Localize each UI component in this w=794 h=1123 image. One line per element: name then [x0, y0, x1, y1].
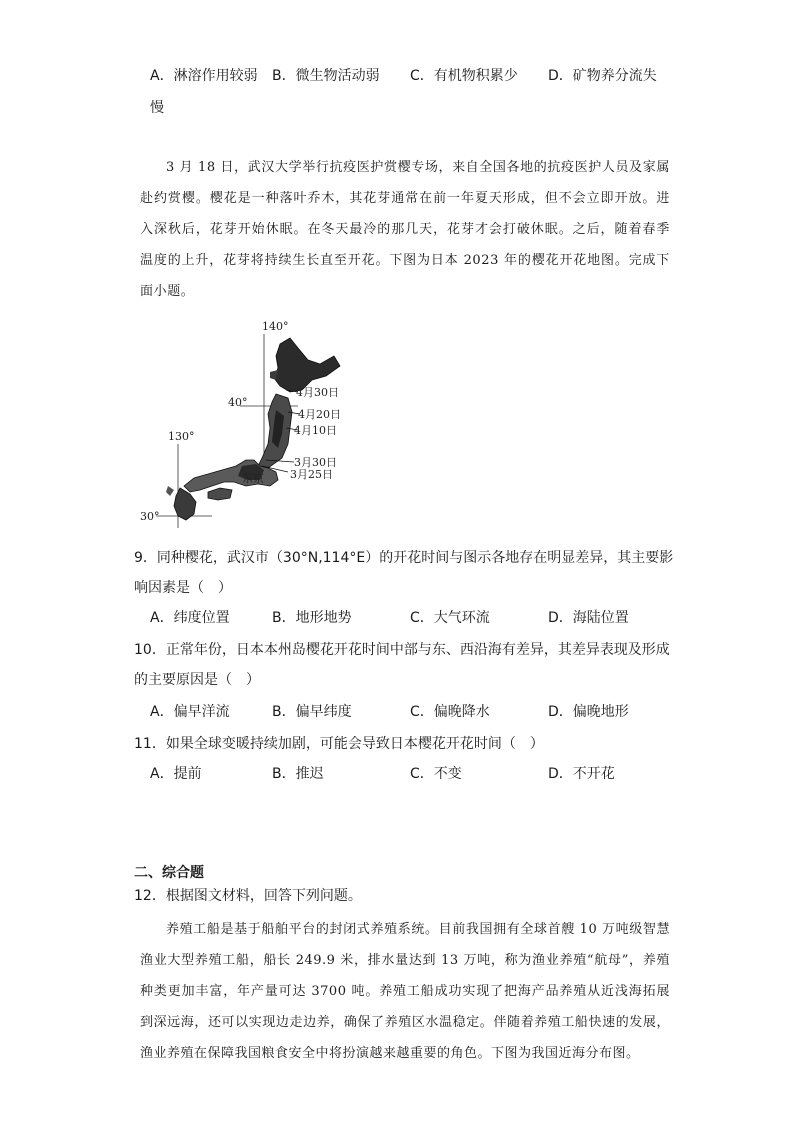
option-b: B．微生物活动弱 — [272, 68, 380, 84]
option-d: D．矿物养分流失 — [548, 68, 657, 84]
islet-west — [166, 486, 174, 496]
q11-option-b: B．推迟 — [272, 766, 324, 782]
shikoku-shape — [208, 488, 232, 500]
label-lat40: 40° — [228, 396, 248, 409]
q11-option-a: A．提前 — [150, 766, 202, 782]
passage-text: 养殖工船是基于船舶平台的封闭式养殖系统。目前我国拥有全球首艘 10 万吨级智慧渔业大型养殖工船，船长 249.9 米，排水量达到 13 万吨，称为渔业养殖“航母”，养殖种类更加丰富，年产量可达 3700 吨。养殖工船成功实现了把海产品养殖从近浅海拓展到深远海，还可以实现边走边养，确保了养殖区水温稳定。伴随着养殖工船快速的发展，渔业养殖在保障我国粮食安全中将扮演越来越重要的角色。下图为我国近海分布图。 — [140, 922, 670, 1061]
option-c: C．有机物积累少 — [410, 68, 518, 84]
date-label: 4月30日 — [296, 386, 339, 399]
date-label: 3月25日 — [290, 468, 333, 481]
japan-cherry-map — [138, 320, 378, 530]
q9-option-a: A．纬度位置 — [150, 610, 230, 626]
q9-option-b: B．地形地势 — [272, 610, 352, 626]
kyushu-shape — [174, 488, 196, 520]
option-d-wrap: 慢 — [150, 100, 164, 116]
label-lon130: 130° — [168, 430, 195, 443]
q10-option-a: A．偏早洋流 — [150, 704, 230, 720]
question-10-stem-wrap: 的主要原因是（ ） — [134, 672, 260, 688]
passage-cherry-blossom — [140, 152, 670, 307]
date-label: 4月10日 — [294, 424, 337, 437]
question-10-stem: 10．正常年份，日本本州岛樱花开花时间中部与东、西沿海有差异，其差异表现及形成 — [134, 642, 670, 658]
question-12-stem: 12．根据图文材料，回答下列问题。 — [134, 888, 362, 904]
label-tokyo: 东京 — [242, 472, 264, 485]
option-a: A．淋溶作用较弱 — [150, 68, 258, 84]
section-heading: 二、综合题 — [134, 865, 204, 881]
q11-option-d: D．不开花 — [548, 766, 615, 782]
question-9-stem: 9．同种樱花，武汉市（30°N,114°E）的开花时间与图示各地存在明显差异，其主要影 — [134, 550, 674, 566]
q11-option-c: C．不变 — [410, 766, 462, 782]
question-11-stem: 11．如果全球变暖持续加剧，可能会导致日本樱花开花时间（ ） — [134, 736, 544, 752]
passage-text: 3 月 18 日，武汉大学举行抗疫医护赏樱专场，来自全国各地的抗疫医护人员及家属赴约赏樱。樱花是一种落叶乔木，其花芽通常在前一年夏天形成，但不会立即开放。进入深秋后，花芽开始休眠。在冬天最冷的那几天，花芽才会打破休眠。之后，随着春季温度的上升，花芽将持续生长直至开花。下图为日本 2023 年的樱花开花地图。完成下面小题。 — [140, 160, 670, 299]
label-lat30: 30° — [140, 510, 160, 523]
q9-option-d: D．海陆位置 — [548, 610, 629, 626]
question-9-stem-wrap: 响因素是（ ） — [134, 580, 232, 596]
passage-aquaculture — [140, 914, 670, 1069]
q10-option-b: B．偏早纬度 — [272, 704, 352, 720]
date-label: 3月30日 — [294, 456, 337, 469]
q10-option-c: C．偏晚降水 — [410, 704, 490, 720]
label-lon140: 140° — [262, 320, 289, 333]
q10-option-d: D．偏晚地形 — [548, 704, 629, 720]
date-label: 4月20日 — [298, 408, 341, 421]
q9-option-c: C．大气环流 — [410, 610, 490, 626]
hokkaido-shape — [274, 338, 340, 392]
